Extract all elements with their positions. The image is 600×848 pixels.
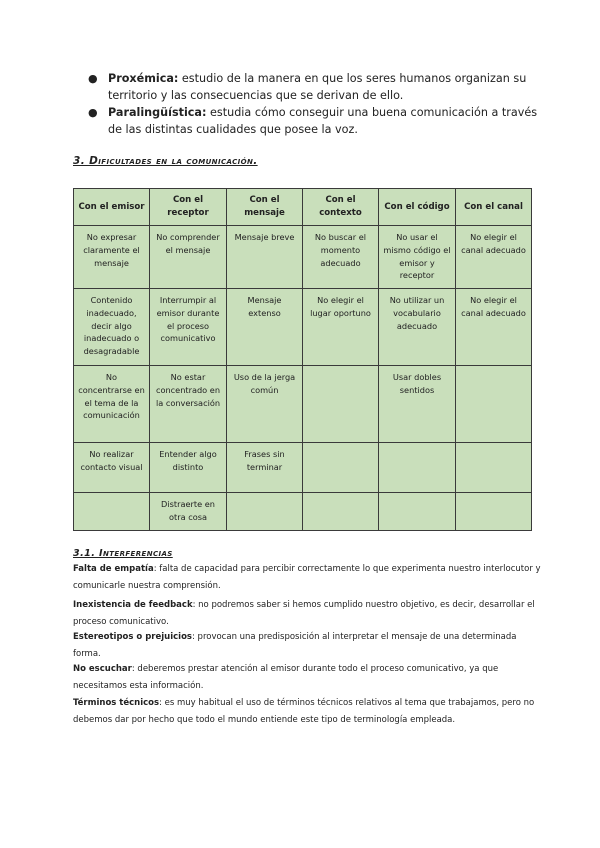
bullet-dot: ● — [88, 72, 98, 85]
paragraph — [73, 661, 543, 695]
table-cell — [379, 443, 456, 493]
table-cell: No utilizar un vocabulario adecuado — [379, 289, 456, 366]
table-header-row — [74, 189, 532, 226]
table-cell — [227, 493, 303, 531]
table-cell: No comprender el mensaje — [150, 226, 227, 289]
table-cell: Distraerte en otra cosa — [150, 493, 227, 531]
bullet-text: estudia cómo conseguir una buena comunicación a través de las distintas cualidades que posee la voz. — [108, 106, 538, 136]
table-row — [74, 493, 532, 531]
paragraph-term: Términos técnicos — [73, 698, 160, 708]
paragraph-term: Estereotipos o prejuicios — [73, 632, 192, 642]
paragraph-term: No escuchar — [73, 664, 132, 674]
table-cell: Interrumpir al emisor durante el proceso comunicativo — [150, 289, 227, 366]
column-header: Con el mensaje — [227, 189, 303, 226]
table-row — [74, 226, 532, 289]
section-title: 3. Dificultades en la comunicación. — [73, 155, 258, 167]
bullet-list — [82, 70, 552, 138]
table-cell — [379, 493, 456, 531]
paragraph — [73, 629, 543, 663]
column-header: Con el contexto — [303, 189, 379, 226]
column-header: Con el receptor — [150, 189, 227, 226]
table-cell — [456, 493, 532, 531]
table-cell: No realizar contacto visual — [74, 443, 150, 493]
table-cell: No elegir el lugar oportuno — [303, 289, 379, 366]
column-header: Con el emisor — [74, 189, 150, 226]
paragraph-term: Inexistencia de feedback — [73, 600, 193, 610]
subsection-title: 3.1. Interferencias — [73, 548, 173, 559]
bullet-term: Paralingüística: — [108, 106, 207, 119]
bullet-item — [82, 70, 552, 104]
table-cell: Contenido inadecuado, decir algo inadecuado o desagradable — [74, 289, 150, 366]
bullet-dot: ● — [88, 106, 98, 119]
table-cell: No estar concentrado en la conversación — [150, 366, 227, 443]
table-cell: Frases sin terminar — [227, 443, 303, 493]
table-cell: No elegir el canal adecuado — [456, 289, 532, 366]
paragraph-text: : no podremos saber si hemos cumplido nuestro objetivo, es decir, desarrollar el proceso comunicativo. — [73, 600, 535, 627]
paragraph — [73, 561, 543, 595]
table-cell: Entender algo distinto — [150, 443, 227, 493]
paragraph-text: : provocan una predisposición al interpretar el mensaje de una determinada forma. — [73, 632, 517, 659]
table-cell — [303, 443, 379, 493]
table-row — [74, 443, 532, 493]
paragraph — [73, 597, 543, 631]
table-cell: Mensaje extenso — [227, 289, 303, 366]
paragraph-text: : deberemos prestar atención al emisor durante todo el proceso comunicativo, ya que necesitamos esta información. — [73, 664, 499, 691]
difficulties-table — [73, 188, 532, 531]
table-cell: No buscar el momento adecuado — [303, 226, 379, 289]
table-cell — [456, 443, 532, 493]
paragraph — [73, 695, 543, 729]
column-header: Con el canal — [456, 189, 532, 226]
table-cell: Usar dobles sentidos — [379, 366, 456, 443]
table-cell — [303, 493, 379, 531]
table-cell — [303, 366, 379, 443]
table-cell — [456, 366, 532, 443]
bullet-term: Proxémica: — [108, 72, 179, 85]
paragraph-term: Falta de empatía — [73, 564, 154, 574]
column-header: Con el código — [379, 189, 456, 226]
table-cell: No usar el mismo código el emisor y receptor — [379, 226, 456, 289]
bullet-text: estudio de la manera en que los seres humanos organizan su territorio y las consecuencias que se derivan de ello. — [108, 72, 527, 102]
table-row — [74, 289, 532, 366]
table-cell: No concentrarse en el tema de la comunicación — [74, 366, 150, 443]
paragraph-text: : falta de capacidad para percibir correctamente lo que experimenta nuestro interlocutor y comunicarle nuestra comprensión. — [73, 564, 541, 591]
paragraph-text: : es muy habitual el uso de términos técnicos relativos al tema que trabajamos, pero no debemos dar por hecho que todo el mundo entiende este tipo de terminología empleada. — [73, 698, 535, 725]
table-cell: Uso de la jerga común — [227, 366, 303, 443]
table-cell: No expresar claramente el mensaje — [74, 226, 150, 289]
bullet-item — [82, 104, 552, 138]
table-row — [74, 366, 532, 443]
table-cell: No elegir el canal adecuado — [456, 226, 532, 289]
table-cell — [74, 493, 150, 531]
table-cell: Mensaje breve — [227, 226, 303, 289]
